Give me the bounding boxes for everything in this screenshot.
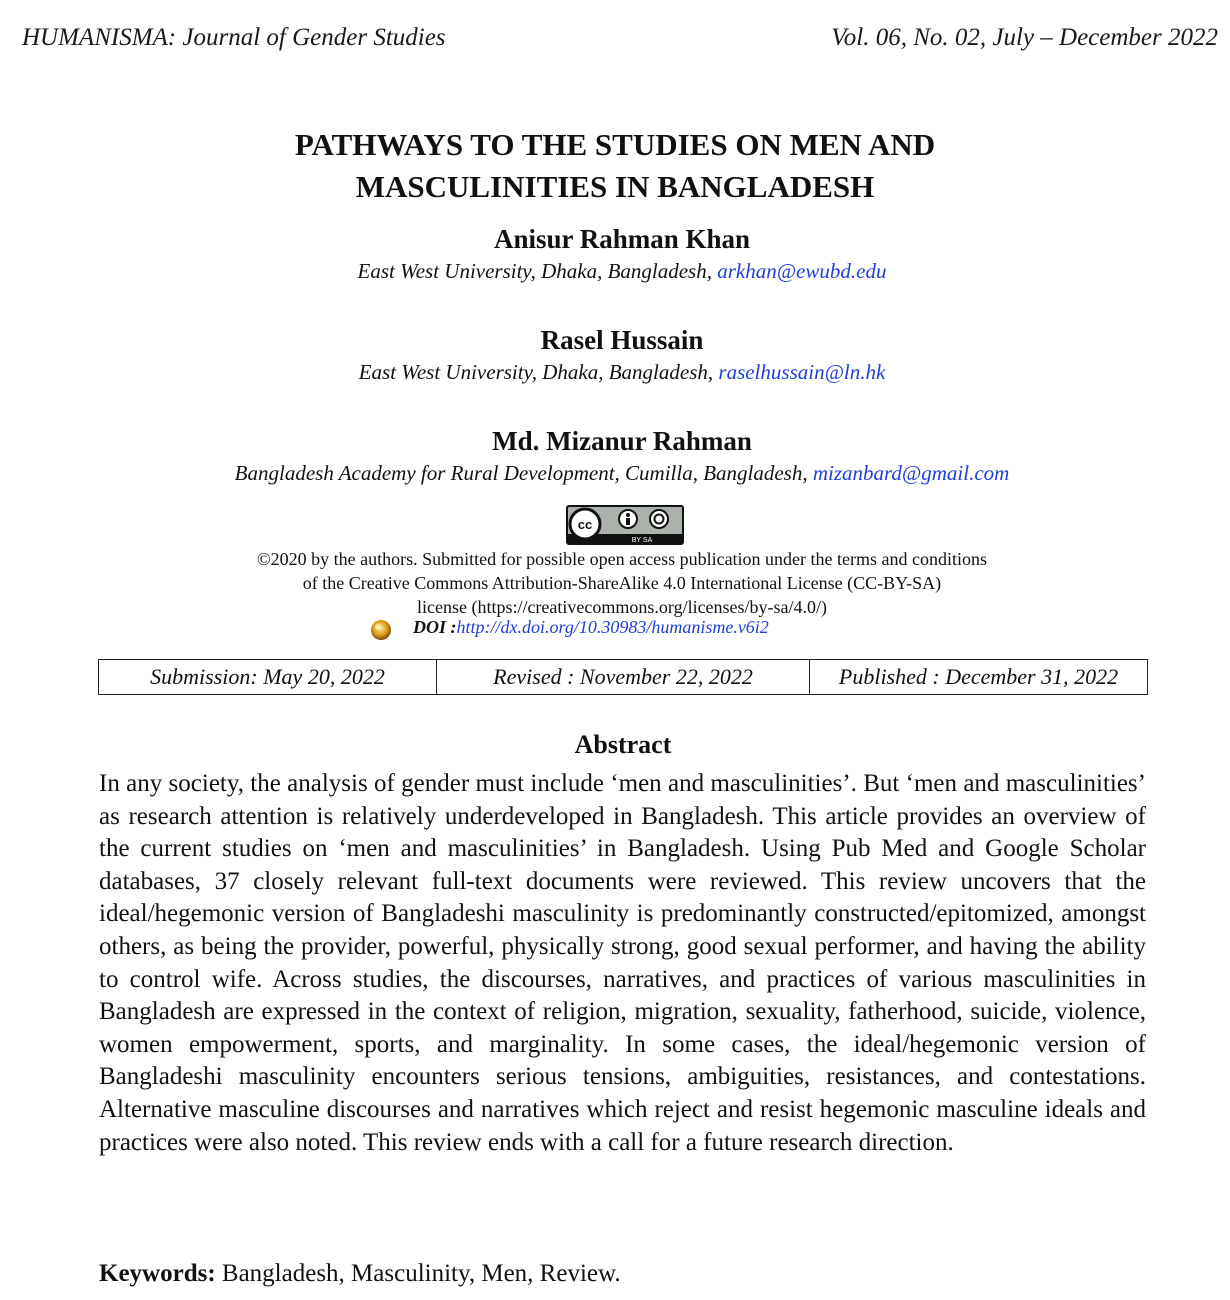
cc-badge-text: cc [577, 517, 593, 532]
affiliation-text: Bangladesh Academy for Rural Development, Cumilla, Bangladesh, [234, 461, 813, 485]
author-affiliation-1 [0, 259, 1230, 284]
author-affiliation-3 [0, 461, 1230, 486]
cc-badge-subtext: BY SA [631, 537, 653, 544]
doi-link[interactable]: http://dx.doi.org/10.30983/humanisme.v6i2 [456, 617, 769, 637]
volume-info: Vol. 06, No. 02, July – December 2022 [831, 24, 1218, 51]
author-name-1: Anisur Rahman Khan [493, 224, 751, 254]
keywords [99, 1260, 621, 1288]
author-name-3: Md. Mizanur Rahman [492, 426, 752, 456]
abstract-text: In any society, the analysis of gender must include ‘men and masculinities’. But ‘men and masculinities’ as research attention is relatively underdeveloped in Bangladesh. This article provides an overview of the current studies on ‘men and masculinities’ in Bangladesh. Using Pub Med and Google Scholar databases, 37 closely relevant full-text documents were reviewed. This review uncovers that the ideal/hegemonic version of Bangladeshi masculinity is predominantly constructed/epitomized, amongst others, as being the provider, powerful, physically strong, good sexual performer, and having the ability to control wife. Across studies, the discourses, narratives, and practices of various masculinities in Bangladesh are expressed in the context of religion, migration, sexuality, fatherhood, suicide, violence, women empowerment, sports, and marginality. In some cases, the ideal/hegemonic version of Bangladeshi masculinity encounters serious tensions, ambiguities, resistances, and contestations. Alternative masculine discourses and narratives which reject and resist hegemonic masculine ideals and practices were also noted. This review ends with a call for a future research direction. [99, 770, 1146, 1156]
keywords-list: Bangladesh, Masculinity, Men, Review. [215, 1260, 621, 1287]
journal-name: HUMANISMA: Journal of Gender Studies [22, 24, 446, 51]
license-line-1: ©2020 by the authors. Submitted for possible open access publication under the terms and conditions [256, 549, 988, 569]
author-name-2: Rasel Hussain [540, 325, 704, 355]
revised-date: Revised : November 22, 2022 [437, 660, 810, 695]
keywords-label: Keywords: [99, 1260, 216, 1287]
title-line-1: PATHWAYS TO THE STUDIES ON MEN AND [294, 127, 936, 162]
doi-row [413, 617, 769, 638]
author-email-1[interactable]: arkhan@ewubd.edu [717, 259, 887, 283]
affiliation-text: East West University, Dhaka, Bangladesh, [358, 360, 719, 384]
abstract-heading: Abstract [574, 730, 672, 759]
affiliation-text: East West University, Dhaka, Bangladesh, [357, 259, 718, 283]
published-date: Published : December 31, 2022 [810, 660, 1148, 695]
author-email-2[interactable]: raselhussain@ln.hk [718, 360, 886, 384]
license-line-3: license (https://creativecommons.org/licenses/by-sa/4.0/) [416, 597, 828, 617]
paper-title [0, 124, 1230, 208]
title-line-2: MASCULINITIES IN BANGLADESH [355, 169, 875, 204]
author-email-3[interactable]: mizanbard@gmail.com [812, 461, 1010, 485]
submission-date: Submission: May 20, 2022 [99, 660, 437, 695]
author-affiliation-2 [0, 360, 1230, 385]
doi-label: DOI : [413, 617, 457, 637]
license-line-2: of the Creative Commons Attribution-ShareAlike 4.0 International License (CC-BY-SA) [302, 573, 942, 593]
doi-icon [370, 619, 392, 641]
cc-by-sa-license-icon[interactable] [566, 505, 684, 545]
publication-dates-table [98, 659, 1148, 695]
